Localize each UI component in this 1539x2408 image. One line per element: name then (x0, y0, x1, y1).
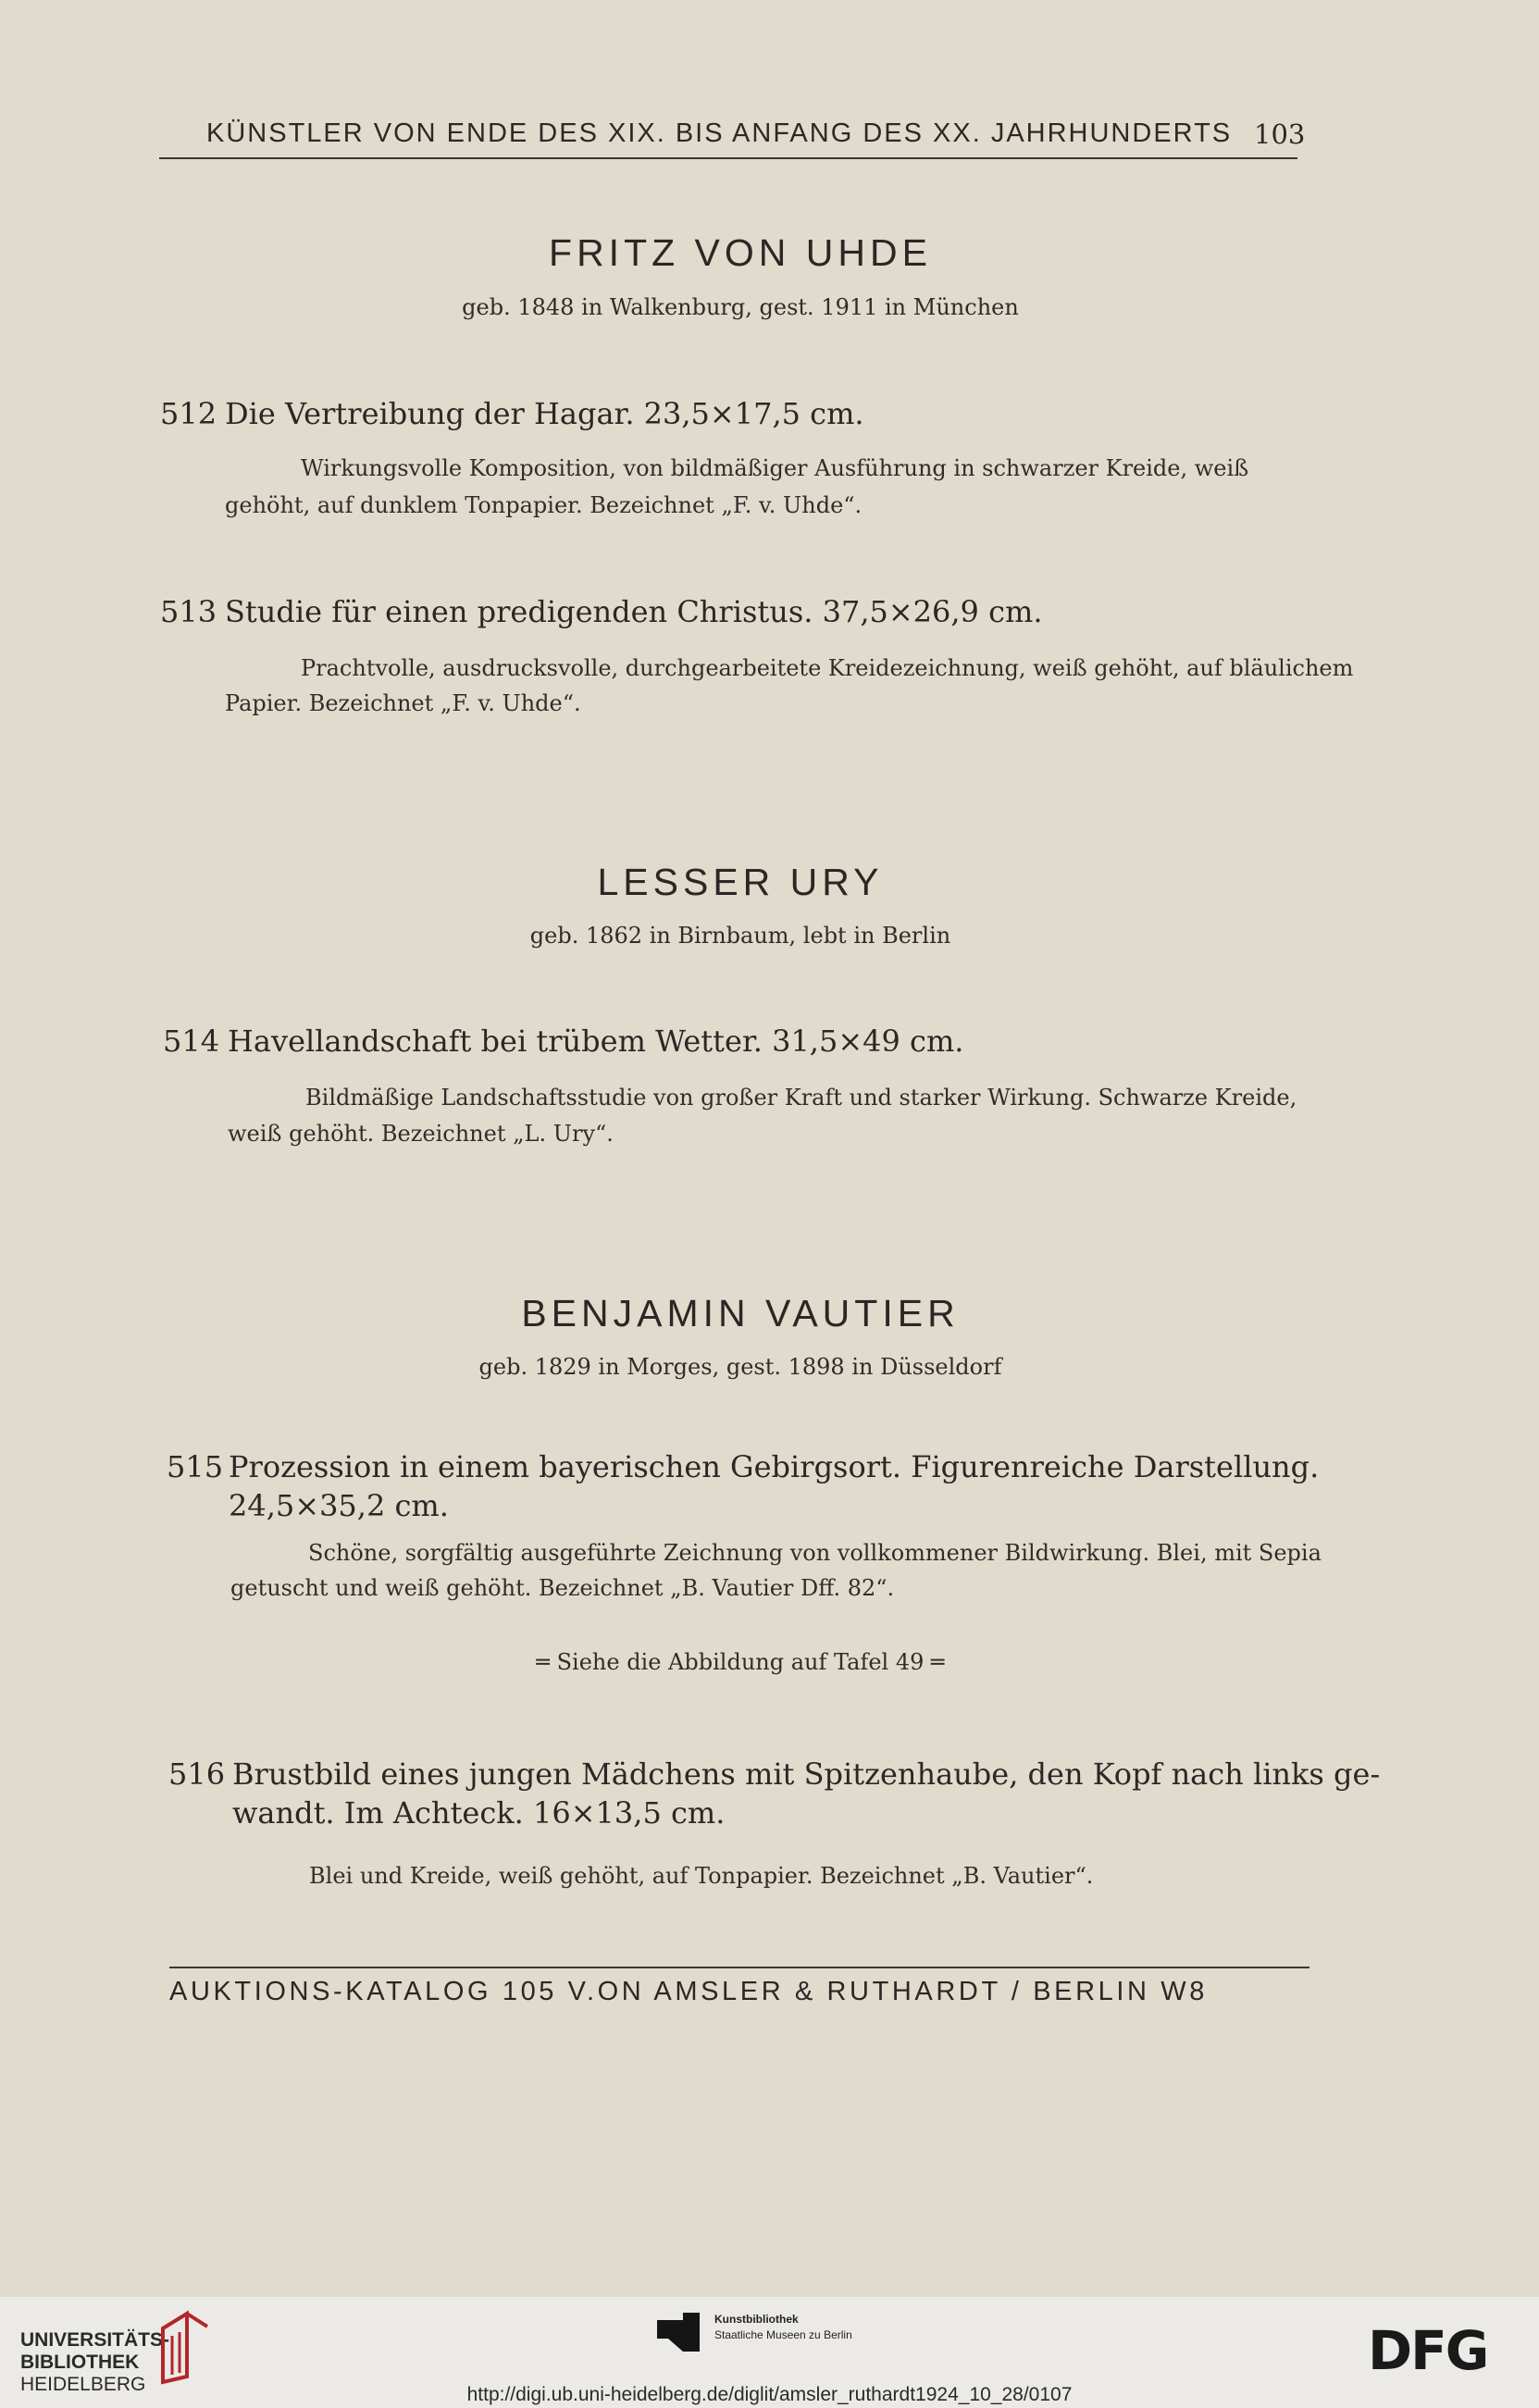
kb-logo-line-2: Staatliche Museen zu Berlin (714, 2328, 852, 2341)
kunstbibliothek-icon (655, 2311, 701, 2353)
lot-title-515-line2: 24,5×35,2 cm. (229, 1488, 449, 1523)
lot-desc-513-line2: Papier. Bezeichnet „F. v. Uhde“. (225, 690, 581, 716)
lot-desc-514-line1: Bildmäßige Landschaftsstudie von großer Kraft und starker Wirkung. Schwarze Kreide, (305, 1085, 1297, 1111)
lot-title-513: Studie für einen predigenden Christus. 37,5×26,9 cm. (225, 594, 1043, 629)
lot-desc-513-line1: Prachtvolle, ausdrucksvolle, durchgearbeitete Kreidezeichnung, weiß gehöht, auf bläulichem (301, 655, 1354, 681)
header-rule (159, 157, 1297, 159)
dfg-logo-text: DFG (1368, 2323, 1488, 2375)
dfg-logo (1368, 2323, 1518, 2375)
artist-life-vautier: geb. 1829 in Morges, gest. 1898 in Düsseldorf (478, 1354, 1002, 1380)
lot-desc-516-line1: Blei und Kreide, weiß gehöht, auf Tonpapier. Bezeichnet „B. Vautier“. (309, 1863, 1094, 1889)
ub-logo-line-3: HEIDELBERG (20, 2374, 146, 2395)
lot-number-514: 514 (163, 1024, 220, 1059)
lot-title-514: Havellandschaft bei trübem Wetter. 31,5×49 cm. (228, 1024, 964, 1059)
lot-desc-514-line2: weiß gehöht. Bezeichnet „L. Ury“. (228, 1121, 614, 1147)
ub-logo-line-1: UNIVERSITÄTS- (20, 2329, 170, 2351)
running-title: KÜNSTLER VON ENDE DES XIX. BIS ANFANG DES XX. JAHRHUNDERTS (206, 118, 1233, 148)
kb-logo-line-1: Kunstbibliothek (714, 2313, 799, 2326)
artist-name-ury: LESSER URY (597, 861, 884, 903)
footer-rule (169, 1967, 1309, 1968)
lot-desc-512-line1: Wirkungsvolle Komposition, von bildmäßiger Ausführung in schwarzer Kreide, weiß (301, 455, 1249, 481)
lot-title-512: Die Vertreibung der Hagar. 23,5×17,5 cm. (225, 396, 864, 431)
permalink-url[interactable]: http://digi.ub.uni-heidelberg.de/diglit/amsler_ruthardt1924_10_28/0107 (466, 2384, 1073, 2405)
plate-reference: ═ Siehe die Abbildung auf Tafel 49 ═ (536, 1649, 945, 1675)
lot-title-516-line2: wandt. Im Achteck. 16×13,5 cm. (232, 1795, 726, 1831)
catalog-footer: AUKTIONS-KATALOG 105 V.ON AMSLER & RUTHARDT / BERLIN W8 (169, 1977, 1208, 2006)
lot-title-516-line1: Brustbild eines jungen Mädchens mit Spitzenhaube, den Kopf nach links ge- (232, 1756, 1381, 1792)
lot-desc-515-line2: getuscht und weiß gehöht. Bezeichnet „B. Vautier Dff. 82“. (230, 1575, 895, 1601)
lot-desc-512-line2: gehöht, auf dunklem Tonpapier. Bezeichnet „F. v. Uhde“. (225, 492, 863, 518)
lot-title-515-line1: Prozession in einem bayerischen Gebirgsort. Figurenreiche Darstellung. (229, 1449, 1320, 1484)
lot-number-512: 512 (160, 396, 217, 431)
artist-life-uhde: geb. 1848 in Walkenburg, gest. 1911 in München (462, 294, 1019, 320)
artist-name-uhde: FRITZ VON UHDE (549, 231, 932, 274)
lot-number-516: 516 (168, 1756, 226, 1792)
ub-heidelberg-icon (155, 2308, 213, 2386)
ub-logo-line-2: BIBLIOTHEK (20, 2352, 140, 2373)
page-number: 103 (1254, 118, 1306, 150)
kunstbibliothek-logo-text (714, 2312, 852, 2343)
artist-name-vautier: BENJAMIN VAUTIER (521, 1292, 960, 1334)
lot-number-515: 515 (167, 1449, 224, 1484)
lot-desc-515-line1: Schöne, sorgfältig ausgeführte Zeichnung von vollkommener Bildwirkung. Blei, mit Sepia (308, 1540, 1322, 1566)
lot-number-513: 513 (160, 594, 217, 629)
artist-life-ury: geb. 1862 in Birnbaum, lebt in Berlin (529, 923, 951, 949)
